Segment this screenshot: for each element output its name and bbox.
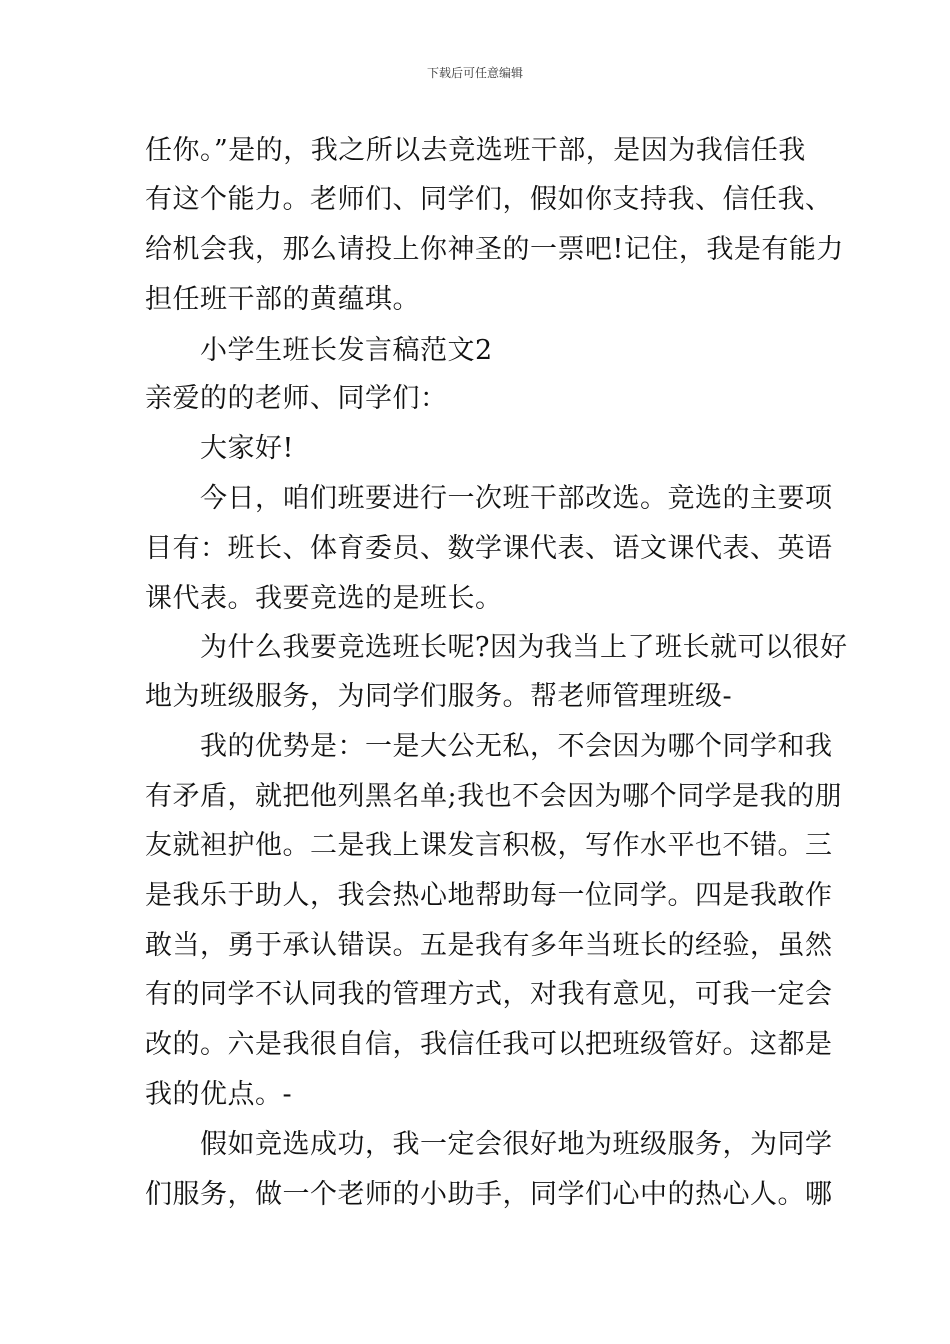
text-line: 友就袒护他。二是我上课发言积极，写作水平也不错。三 — [145, 830, 833, 861]
text-line: 改的。六是我很自信，我信任我可以把班级管好。这都是 — [145, 1029, 833, 1060]
text-line: 今日，咱们班要进行一次班干部改选。竞选的主要项 — [200, 483, 833, 514]
text-line: 为什么我要竞选班长呢?因为我当上了班长就可以很好 — [200, 632, 848, 663]
text-line: 是我乐于助人，我会热心地帮助每一位同学。四是我敢作 — [145, 880, 833, 911]
text-line: 给机会我，那么请投上你神圣的一票吧!记住，我是有能力 — [145, 234, 844, 265]
text-line: 有这个能力。老师们、同学们，假如你支持我、信任我、 — [145, 184, 833, 215]
text-line: 我的优点。- — [145, 1079, 293, 1110]
text-line: 们服务，做一个老师的小助手，同学们心中的热心人。哪 — [145, 1179, 833, 1210]
section-heading: 小学生班长发言稿范文2 — [200, 335, 493, 366]
text-line: 担任班干部的黄蕴琪。 — [145, 284, 420, 315]
text-line: 地为班级服务，为同学们服务。帮老师管理班级- — [145, 681, 733, 712]
salutation: 亲爱的的老师、同学们： — [145, 383, 448, 414]
text-line: 有的同学不认同我的管理方式，对我有意见，可我一定会 — [145, 979, 833, 1010]
text-line: 敢当，勇于承认错误。五是我有多年当班长的经验，虽然 — [145, 930, 833, 961]
text-line: 有矛盾，就把他列黑名单;我也不会因为哪个同学是我的朋 — [145, 781, 843, 812]
text-line: 目有：班长、体育委员、数学课代表、语文课代表、英语 — [145, 533, 833, 564]
header-note: 下载后可任意编辑 — [426, 66, 523, 80]
greeting: 大家好! — [200, 433, 294, 464]
text-line: 任你。”是的，我之所以去竞选班干部，是因为我信任我 — [145, 135, 806, 166]
text-line: 我的优势是：一是大公无私，不会因为哪个同学和我 — [200, 731, 833, 762]
text-line: 假如竞选成功，我一定会很好地为班级服务，为同学 — [200, 1129, 833, 1160]
text-line: 课代表。我要竞选的是班长。 — [145, 583, 503, 614]
